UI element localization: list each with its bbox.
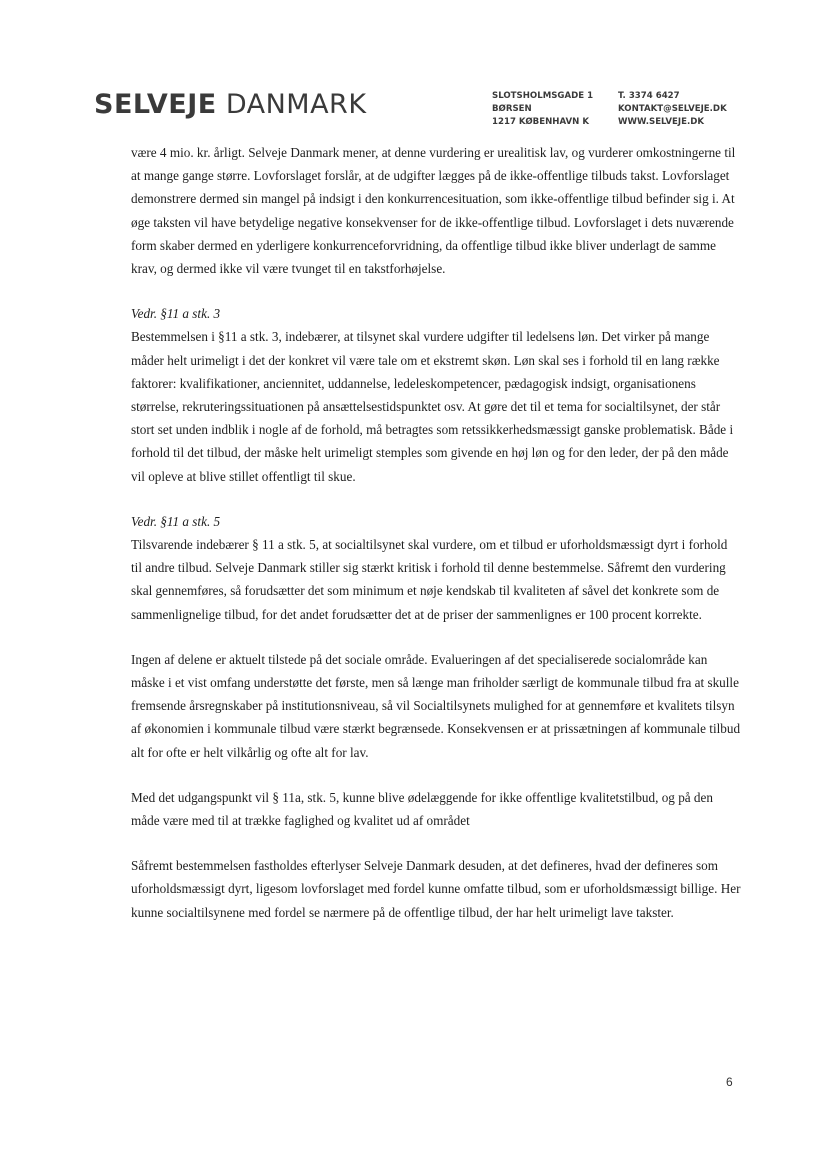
organization-logo: [94, 88, 367, 122]
contact-phone: T. 3374 6427: [618, 91, 680, 101]
address-line: 1217 KØBENHAVN K: [492, 117, 590, 127]
header-contact: [618, 90, 727, 129]
contact-website: WWW.SELVEJE.DK: [618, 117, 704, 127]
page-number: 6: [726, 1075, 733, 1089]
body-paragraph: Tilsvarende indebærer § 11 a stk. 5, at socialtilsynet skal vurdere, om et tilbud er uforholdsmæssigt dyrt i forhold til andre tilbud. Selveje Danmark stiller sig stærkt kritisk i forhold til denne bestemmelse. Såfremt den vurdering skal gennemføres, så forudsætter det som minimum et nøje kendskab til kvaliteten af såvel det konkrete som de sammenlignelige tilbud, for det andet forudsætter det at de priser der sammenlignes er 100 procent korrekte.: [131, 537, 728, 622]
logo-regular-word: DANMARK: [225, 89, 367, 120]
section-heading: Vedr. §11 a stk. 3: [131, 306, 221, 322]
section-heading: Vedr. §11 a stk. 5: [131, 513, 221, 529]
header-address: [492, 90, 593, 129]
contact-email: KONTAKT@SELVEJE.DK: [618, 104, 727, 114]
address-line: BØRSEN: [492, 104, 532, 114]
logo-bold-word: SELVEJE: [94, 89, 217, 120]
document-body: [131, 141, 741, 924]
body-paragraph: Ingen af delene er aktuelt tilstede på det sociale område. Evalueringen af det specialiserede socialområde kan måske i et vist omfang understøtte det første, men så længe man friholder særligt de kommunale tilbud fra at skulle fremsende årsregnskaber på institutionsniveau, så vil Socialtilsynets mulighed for at gennemføre et kvalitets tilsyn af økonomien i kommunale tilbud være stærkt begrænsede. Konsekvensen er at prissætningen af kommunale tilbud alt for ofte er helt vilkårlig og ofte alt for lav.: [131, 651, 741, 760]
body-paragraph: Bestemmelsen i §11 a stk. 3, indebærer, at tilsynet skal vurdere udgifter til ledelsens løn. Det virker på mange måder helt urimeligt i det der konkret vil være tale om et ekstremt skøn. Løn skal ses i forhold til en lang række faktorer: kvalifikationer, anciennitet, uddannelse, ledeleskompetencer, pædagogisk indsigt, organisationens størrelse, rekruteringssituationen på ansættelsestidspunktet osv. At gøre det til et tema for socialtilsynet, der står stort set unden indblik i nogle af de forhold, må betragtes som retssikkerhedsmæssigt ganske problematisk. Både i forhold til det tilbud, der måske helt urimeligt stemples som givende en høj løn og for den leder, der på den måde vil opleve at blive stillet offentligt til skue.: [131, 329, 734, 484]
body-paragraph: Med det udgangspunkt vil § 11a, stk. 5, kunne blive ødelæggende for ikke offentlige kvalitetstilbud, og på den måde være med til at trække faglighed og kvalitet ud af området: [131, 789, 713, 829]
body-paragraph: Såfremt bestemmelsen fastholdes efterlyser Selveje Danmark desuden, at det defineres, hvad der defineres som uforholdsmæssigt dyrt, ligesom lovforslaget med fordel kunne omfatte tilbud, som er uforholdsmæssigt billige. Her kunne socialtilsynene med fordel se nærmere på de offentlige tilbud, der har helt urimeligt lave takster.: [131, 858, 741, 920]
address-line: SLOTSHOLMSGADE 1: [492, 91, 594, 101]
body-paragraph: være 4 mio. kr. årligt. Selveje Danmark mener, at denne vurdering er urealitisk lav, og vurderer omkostningerne til at mange gange større. Lovforslaget forslår, at de udgifter lægges på de ikke-offentlige tilbuds takst. Lovforslaget demonstrere dermed sin mangel på indsigt i den konkurrencesituation, som ikke-offentlige tilbud befinder sig i. At øge taksten vil have betydelige negative konsekvenser for de ikke-offentlige tilbud. Lovforslaget i dets nuværende form skaber dermed en yderligere konkurrenceforvridning, da offentlige tilbud ikke bliver underlagt de samme krav, og dermed ikke vil være tvunget til en takstforhøjelse.: [131, 145, 736, 277]
